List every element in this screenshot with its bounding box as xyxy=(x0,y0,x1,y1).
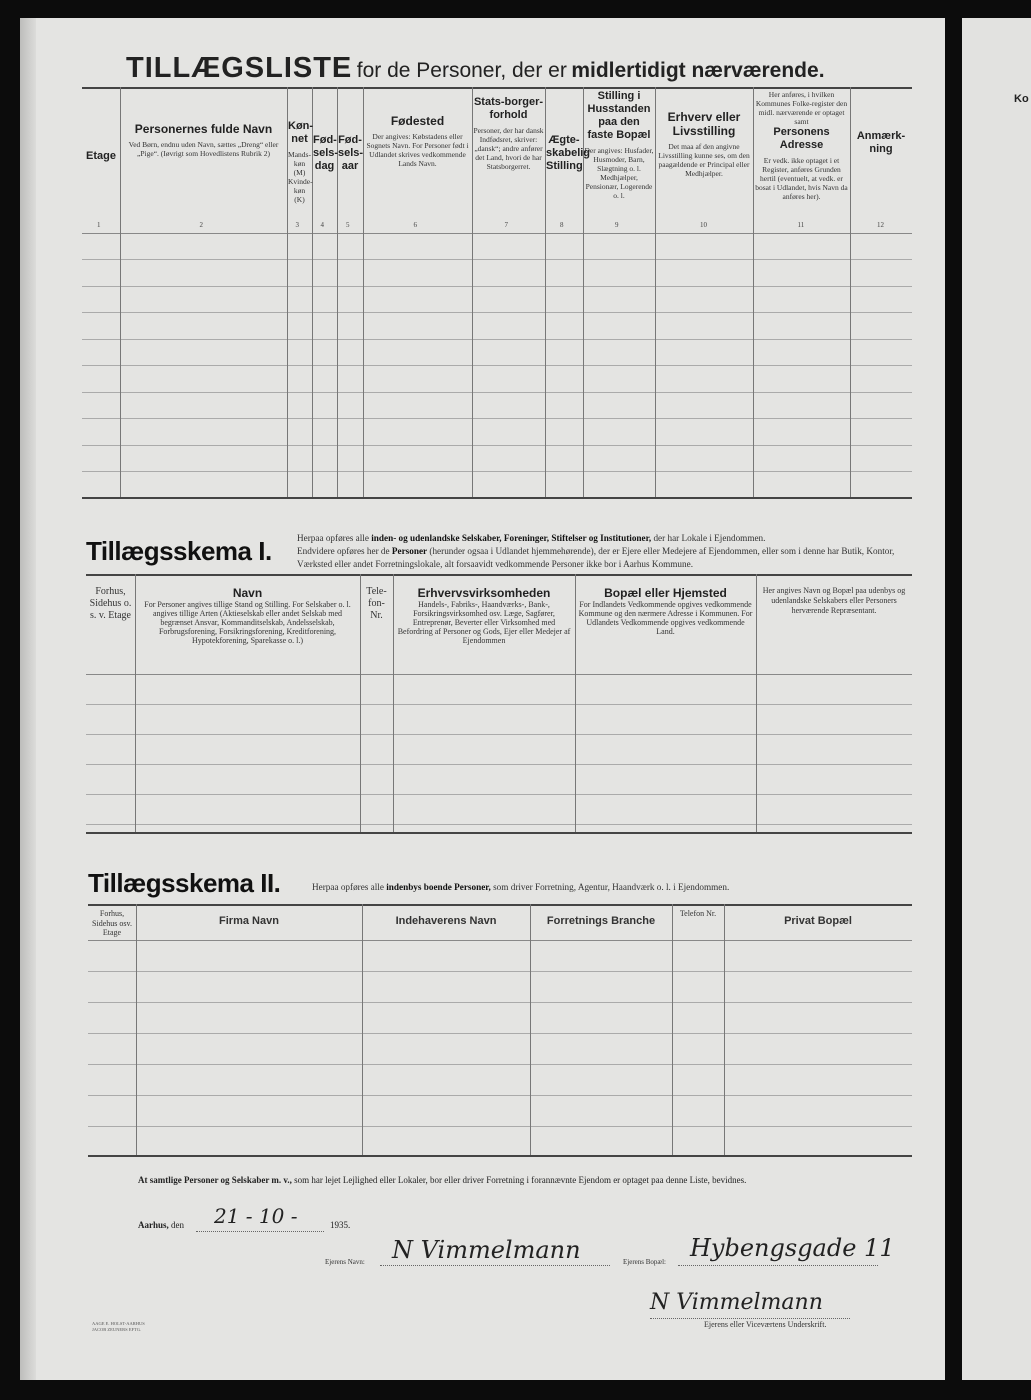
skema2-row-line xyxy=(88,1002,912,1003)
list-row-line xyxy=(82,286,912,287)
list-row-line xyxy=(82,365,912,366)
skema2-bottom-border xyxy=(88,1155,912,1157)
skema1-column-divider xyxy=(135,574,136,832)
skema1-column-divider xyxy=(360,574,361,832)
skema1-row-line xyxy=(86,704,912,705)
skema2-column-header: Privat Bopæl xyxy=(784,915,852,927)
list-column-number: 12 xyxy=(877,221,884,229)
list-row-line xyxy=(82,418,912,419)
skema2-column-header: Firma Navn xyxy=(219,915,279,927)
owner-signature-handwritten: N Vimmelmann xyxy=(650,1290,823,1315)
list-column-header-9: Stilling i Husstanden paa den faste Bopæl Der angives: Husfader, Husmoder, Barn, Slægtning o. l. Medhjælper, Pensionær, Logerende o. l. xyxy=(584,90,654,200)
skema1-column-header: Erhvervsvirksomheden Handels-, Fabriks-, Haandværks-, Bank-, Forsikringsvirksomhed osv. Læge, Sagfører, Entreprenør, Beverter eller Virksomhed med Befordring af Personer og Gods, Ejer eller Medejer af Ejendommen xyxy=(397,586,571,645)
list-column-header-6: Fødested Der angives: Købstadens eller Sognets Navn. For Personer født i Udlandet skrives vedkommende Lands Navn. xyxy=(366,114,469,168)
list-column-number: 5 xyxy=(346,221,350,229)
skema2-column-header: Forretnings Branche xyxy=(546,915,656,927)
skema1-row-line xyxy=(86,824,912,825)
list-column-header-8: Ægte-skabelig Stilling xyxy=(546,134,591,172)
owner-address-label: Ejerens Bopæl: xyxy=(623,1258,666,1266)
list-row-line xyxy=(82,259,912,260)
list-row-line xyxy=(82,471,912,472)
skema1-bottom-border xyxy=(86,832,912,834)
list-column-header-11: Her anføres, i hvilken Kommunes Folke-register den midl. nærværende er optaget samt Personens Adresse Er vedk. ikke optaget i et Register, anføres Grunden hertil (eventuelt, at vedk. er bosat i Udlandet, hvis Navn da anføres her). xyxy=(755,90,848,201)
skema1-row-line xyxy=(86,764,912,765)
skema2-row-line xyxy=(88,1095,912,1096)
list-column-number: 7 xyxy=(504,221,508,229)
next-page-label: Ko xyxy=(1014,93,1029,105)
skema1-column-divider xyxy=(575,574,576,832)
list-column-header-7: Stats-borger-forhold Personer, der har dansk Indfødsret, skriver: „dansk“; andre anfører det Land, hvori de har Statsborgerret. xyxy=(473,96,544,171)
signature-line xyxy=(650,1318,850,1319)
skema2-column-divider xyxy=(672,904,673,1155)
skema1-column-header: Bopæl eller Hjemsted For Indlandets Vedkommende opgives vedkommende Kommune og den nærmere Adresse i Kommunen. For Udlandets Vedkommende opgives vedkommende Land. xyxy=(578,586,753,636)
printer-mark: AAGE E. HOLST-AARHUS JACOB ZEUNERS EFTG. xyxy=(92,1321,145,1332)
skema2-description: Herpaa opføres alle indenbys boende Personer, som driver Forretning, Agentur, Haandværk o. l. i Ejendommen. xyxy=(312,882,730,892)
skema2-row-line xyxy=(88,971,912,972)
page-title xyxy=(126,52,825,85)
title-rest: for de Personer, der er xyxy=(356,59,567,82)
skema1-title: Tillægsskema I. xyxy=(86,536,272,566)
list-column-number: 11 xyxy=(797,221,805,229)
skema1-header-border xyxy=(86,674,912,675)
skema1-row-line xyxy=(86,794,912,795)
next-page xyxy=(962,18,1031,1380)
date-handwritten: 21 - 10 - xyxy=(214,1204,298,1228)
skema2-column-header: Telefon Nr. xyxy=(679,909,717,918)
list-column-number: 3 xyxy=(295,221,299,229)
skema2-header-border xyxy=(88,940,912,941)
owner-name-line xyxy=(380,1265,610,1266)
owner-address-line xyxy=(678,1265,878,1266)
list-column-header-12: Anmærk-ning xyxy=(856,130,906,155)
signature-label: Ejerens eller Viceværtens Underskrift. xyxy=(704,1320,827,1329)
list-column-number: 4 xyxy=(320,221,324,229)
skema1-top-border xyxy=(86,574,912,576)
list-column-header-2: Personernes fulde Navn Ved Børn, endnu uden Navn, sættes „Dreng“ eller „Pige“. (Iøvrigt som Hovedlistens Rubrik 2) xyxy=(128,122,279,158)
list-row-line xyxy=(82,312,912,313)
skema1-column-header: Her angives Navn og Bopæl paa udenbys og udenlandske Selskabers eller Personers herværende Repræsentant. xyxy=(762,586,906,615)
list-column-number: 8 xyxy=(560,221,564,229)
skema1-column-header: Tele-fon-Nr. xyxy=(366,586,387,621)
list-row-line xyxy=(82,339,912,340)
owner-name-handwritten: N Vimmelmann xyxy=(392,1236,581,1264)
skema1-column-divider xyxy=(393,574,394,832)
skema2-column-divider xyxy=(136,904,137,1155)
owner-name-label: Ejerens Navn: xyxy=(325,1258,365,1266)
title-main: TILLÆGSLISTE xyxy=(126,52,353,84)
list-column-number: 1 xyxy=(97,221,101,229)
declaration: At samtlige Personer og Selskaber m. v., som har lejet Lejlighed eller Lokaler, bor eller driver Forretning i forannævnte Ejendom er optaget paa denne Liste, bevidnes. xyxy=(138,1175,747,1185)
skema2-column-header: Forhus, Sidehus osv. Etage xyxy=(92,909,132,937)
skema2-title: Tillægsskema II. xyxy=(88,868,281,898)
list-row-line xyxy=(82,392,912,393)
skema2-row-line xyxy=(88,1033,912,1034)
skema2-row-line xyxy=(88,1064,912,1065)
list-column-header-4: Fød-sels-dag xyxy=(313,134,339,172)
skema2-column-header: Indehaverens Navn xyxy=(395,915,497,927)
skema2-row-line xyxy=(88,1126,912,1127)
skema2-column-divider xyxy=(530,904,531,1155)
skema2-top-border xyxy=(88,904,912,906)
list-column-header-10: Erhverv eller Livsstilling Det maa af den angivne Livsstilling kunne ses, om den paagældende er Principal eller Medhjælper. xyxy=(658,110,750,178)
list-column-header-5: Fød-sels-aar xyxy=(338,134,364,172)
list-column-number: 2 xyxy=(199,221,203,229)
skema1-column-header: Forhus, Sidehus o. s. v. Etage xyxy=(89,586,132,621)
skema1-column-divider xyxy=(756,574,757,832)
list-row-line xyxy=(82,445,912,446)
skema2-column-divider xyxy=(362,904,363,1155)
list-bottom-border xyxy=(82,497,912,499)
skema1-row-line xyxy=(86,734,912,735)
skema2-column-divider xyxy=(724,904,725,1155)
skema1-column-header: Navn For Personer angives tillige Stand og Stilling. For Selskaber o. l. angives tillige Arten (Aktieselskab eller andet Selskab med begrænset Ansvar, Kommanditselskab, Andelsselskab, Forbrugsforening, Forsikringsforening, Kreditforening, Hypotekforening, Sparekasse o. l.) xyxy=(144,586,351,645)
owner-address-handwritten: Hybengsgade 11 xyxy=(690,1234,895,1262)
page-binding-edge xyxy=(20,18,36,1380)
list-column-header-3: Køn-net Mands-køn (M) Kvinde-køn (K) xyxy=(288,120,314,204)
list-header-border xyxy=(82,233,912,234)
list-column-number: 10 xyxy=(700,221,707,229)
date-line xyxy=(196,1231,324,1232)
list-column-header-1: Etage xyxy=(86,150,116,162)
list-column-number: 9 xyxy=(615,221,619,229)
list-top-border xyxy=(82,87,912,89)
title-bold: midlertidigt nærværende. xyxy=(571,59,825,82)
list-column-number: 6 xyxy=(413,221,417,229)
place-date-line: Aarhus, den xyxy=(138,1220,185,1230)
year: 1935. xyxy=(330,1220,351,1230)
skema1-description: Herpaa opføres alle inden- og udenlandske Selskaber, Foreninger, Stiftelser og Institutioner, der har Lokale i Ejendommen. Endvidere opføres her de Personer (herunder ogsaa i Udlandet hjemmehørende), der er Ejere eller Medejere af Ejendommen, eller som i denne har Butik, Kontor, Værksted eller andet Forretningslokale, alt forsaavidt vedkommende Personer ikke bor i Aarhus Kommune. xyxy=(297,533,895,569)
